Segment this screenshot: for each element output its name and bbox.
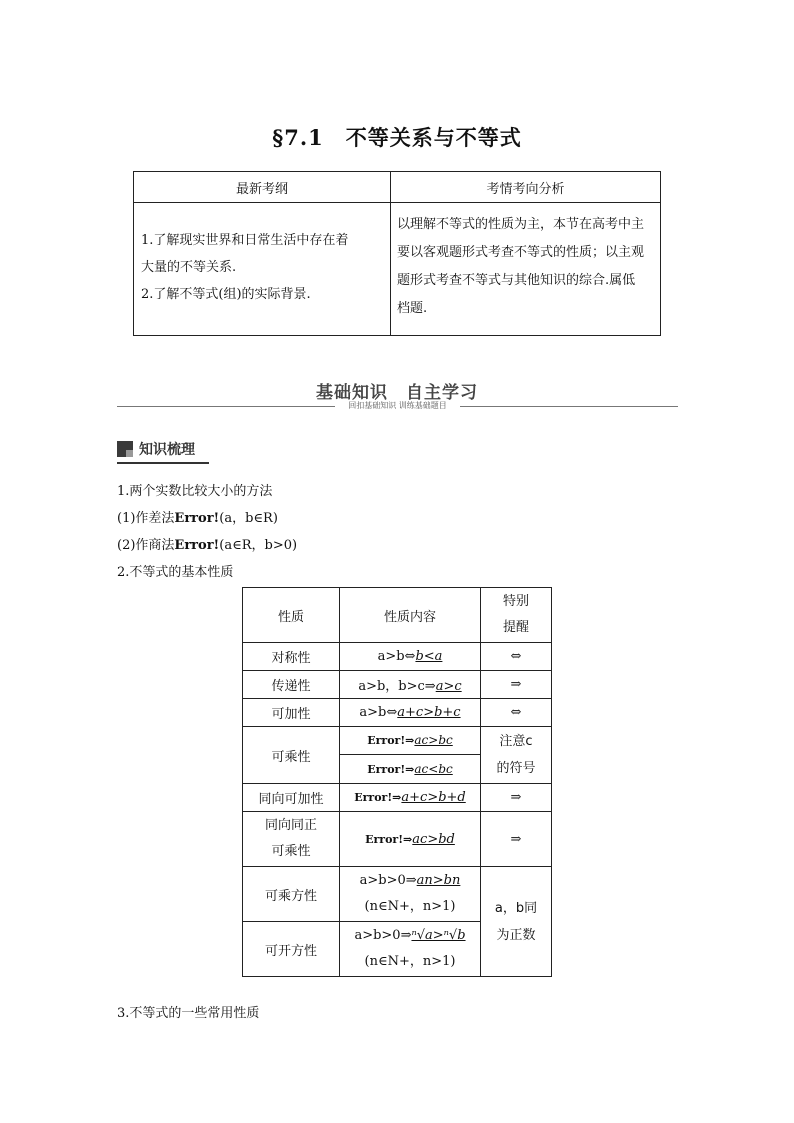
heading-common-properties: 3.不等式的一些常用性质 — [117, 1006, 260, 1021]
analysis-line: 以理解不等式的性质为主，本节在高考中主 — [397, 217, 645, 232]
quotient-method-line: (2)作商法Error!(a∈R，b>0) — [117, 538, 298, 553]
property-name: 可开方性 — [243, 922, 340, 977]
property-remark: a，b同 为正数 — [481, 867, 552, 977]
property-name: 传递性 — [243, 671, 340, 699]
analysis-cell — [391, 203, 661, 336]
property-name: 可乘性 — [243, 727, 340, 784]
header-remark: 特别 提醒 — [481, 588, 552, 643]
outline-line: 2.了解不等式(组)的实际背景. — [141, 287, 311, 302]
property-name: 对称性 — [243, 643, 340, 671]
outline-cell — [134, 203, 391, 336]
property-content: a>b>0⇒ⁿ√a>ⁿ√b (n∈N+，n>1) — [340, 922, 481, 977]
property-remark: ⇒ — [481, 671, 552, 699]
square-bullet-icon — [117, 441, 133, 457]
knowledge-header — [117, 438, 209, 464]
property-name: 可加性 — [243, 699, 340, 727]
section-banner-title: 基础知识 自主学习 — [316, 383, 478, 403]
analysis-line: 题形式考查不等式与其他知识的综合.属低 — [397, 273, 636, 288]
property-content: a>b，b>c⇒a>c — [340, 671, 481, 699]
outline-line: 大量的不等关系. — [141, 260, 237, 275]
banner-divider-left — [117, 406, 335, 407]
property-remark: ⇒ — [481, 784, 552, 812]
property-name: 可乘方性 — [243, 867, 340, 922]
property-content: Error!⇒ac>bd — [340, 812, 481, 867]
header-analysis: 考情考向分析 — [391, 172, 661, 203]
property-content: Error!⇒ac>bc Error!⇒ac<bc — [340, 727, 481, 784]
property-remark: ⇔ — [481, 643, 552, 671]
property-name: 同向同正 可乘性 — [243, 812, 340, 867]
heading-compare-methods: 1.两个实数比较大小的方法 — [117, 484, 273, 499]
outline-line: 1.了解现实世界和日常生活中存在着 — [141, 233, 349, 248]
section-banner-subtitle: 回扣基础知识 训练基础题目 — [348, 401, 447, 410]
header-property: 性质 — [243, 588, 340, 643]
header-content: 性质内容 — [340, 588, 481, 643]
page-title — [0, 122, 794, 152]
heading-basic-properties: 2.不等式的基本性质 — [117, 565, 234, 580]
header-outline: 最新考纲 — [134, 172, 391, 203]
property-remark: ⇔ — [481, 699, 552, 727]
property-content: a>b⇔b<a — [340, 643, 481, 671]
property-remark: ⇒ — [481, 812, 552, 867]
banner-divider-right — [460, 406, 678, 407]
properties-table — [242, 587, 552, 977]
knowledge-header-label: 知识梳理 — [139, 442, 195, 458]
section-number: §7.1 — [272, 125, 324, 150]
property-content: Error!⇒a+c>b+d — [340, 784, 481, 812]
property-content: a>b>0⇒an>bn (n∈N+，n>1) — [340, 867, 481, 922]
property-name: 同向可加性 — [243, 784, 340, 812]
exam-outline-table — [133, 171, 661, 336]
property-content: a>b⇔a+c>b+c — [340, 699, 481, 727]
property-remark: 注意c 的符号 — [481, 727, 552, 784]
section-title: 不等关系与不等式 — [345, 125, 522, 150]
analysis-line: 档题. — [397, 301, 428, 316]
difference-method-line: (1)作差法Error!(a，b∈R) — [117, 511, 278, 526]
analysis-line: 要以客观题形式考查不等式的性质；以主观 — [397, 245, 645, 260]
